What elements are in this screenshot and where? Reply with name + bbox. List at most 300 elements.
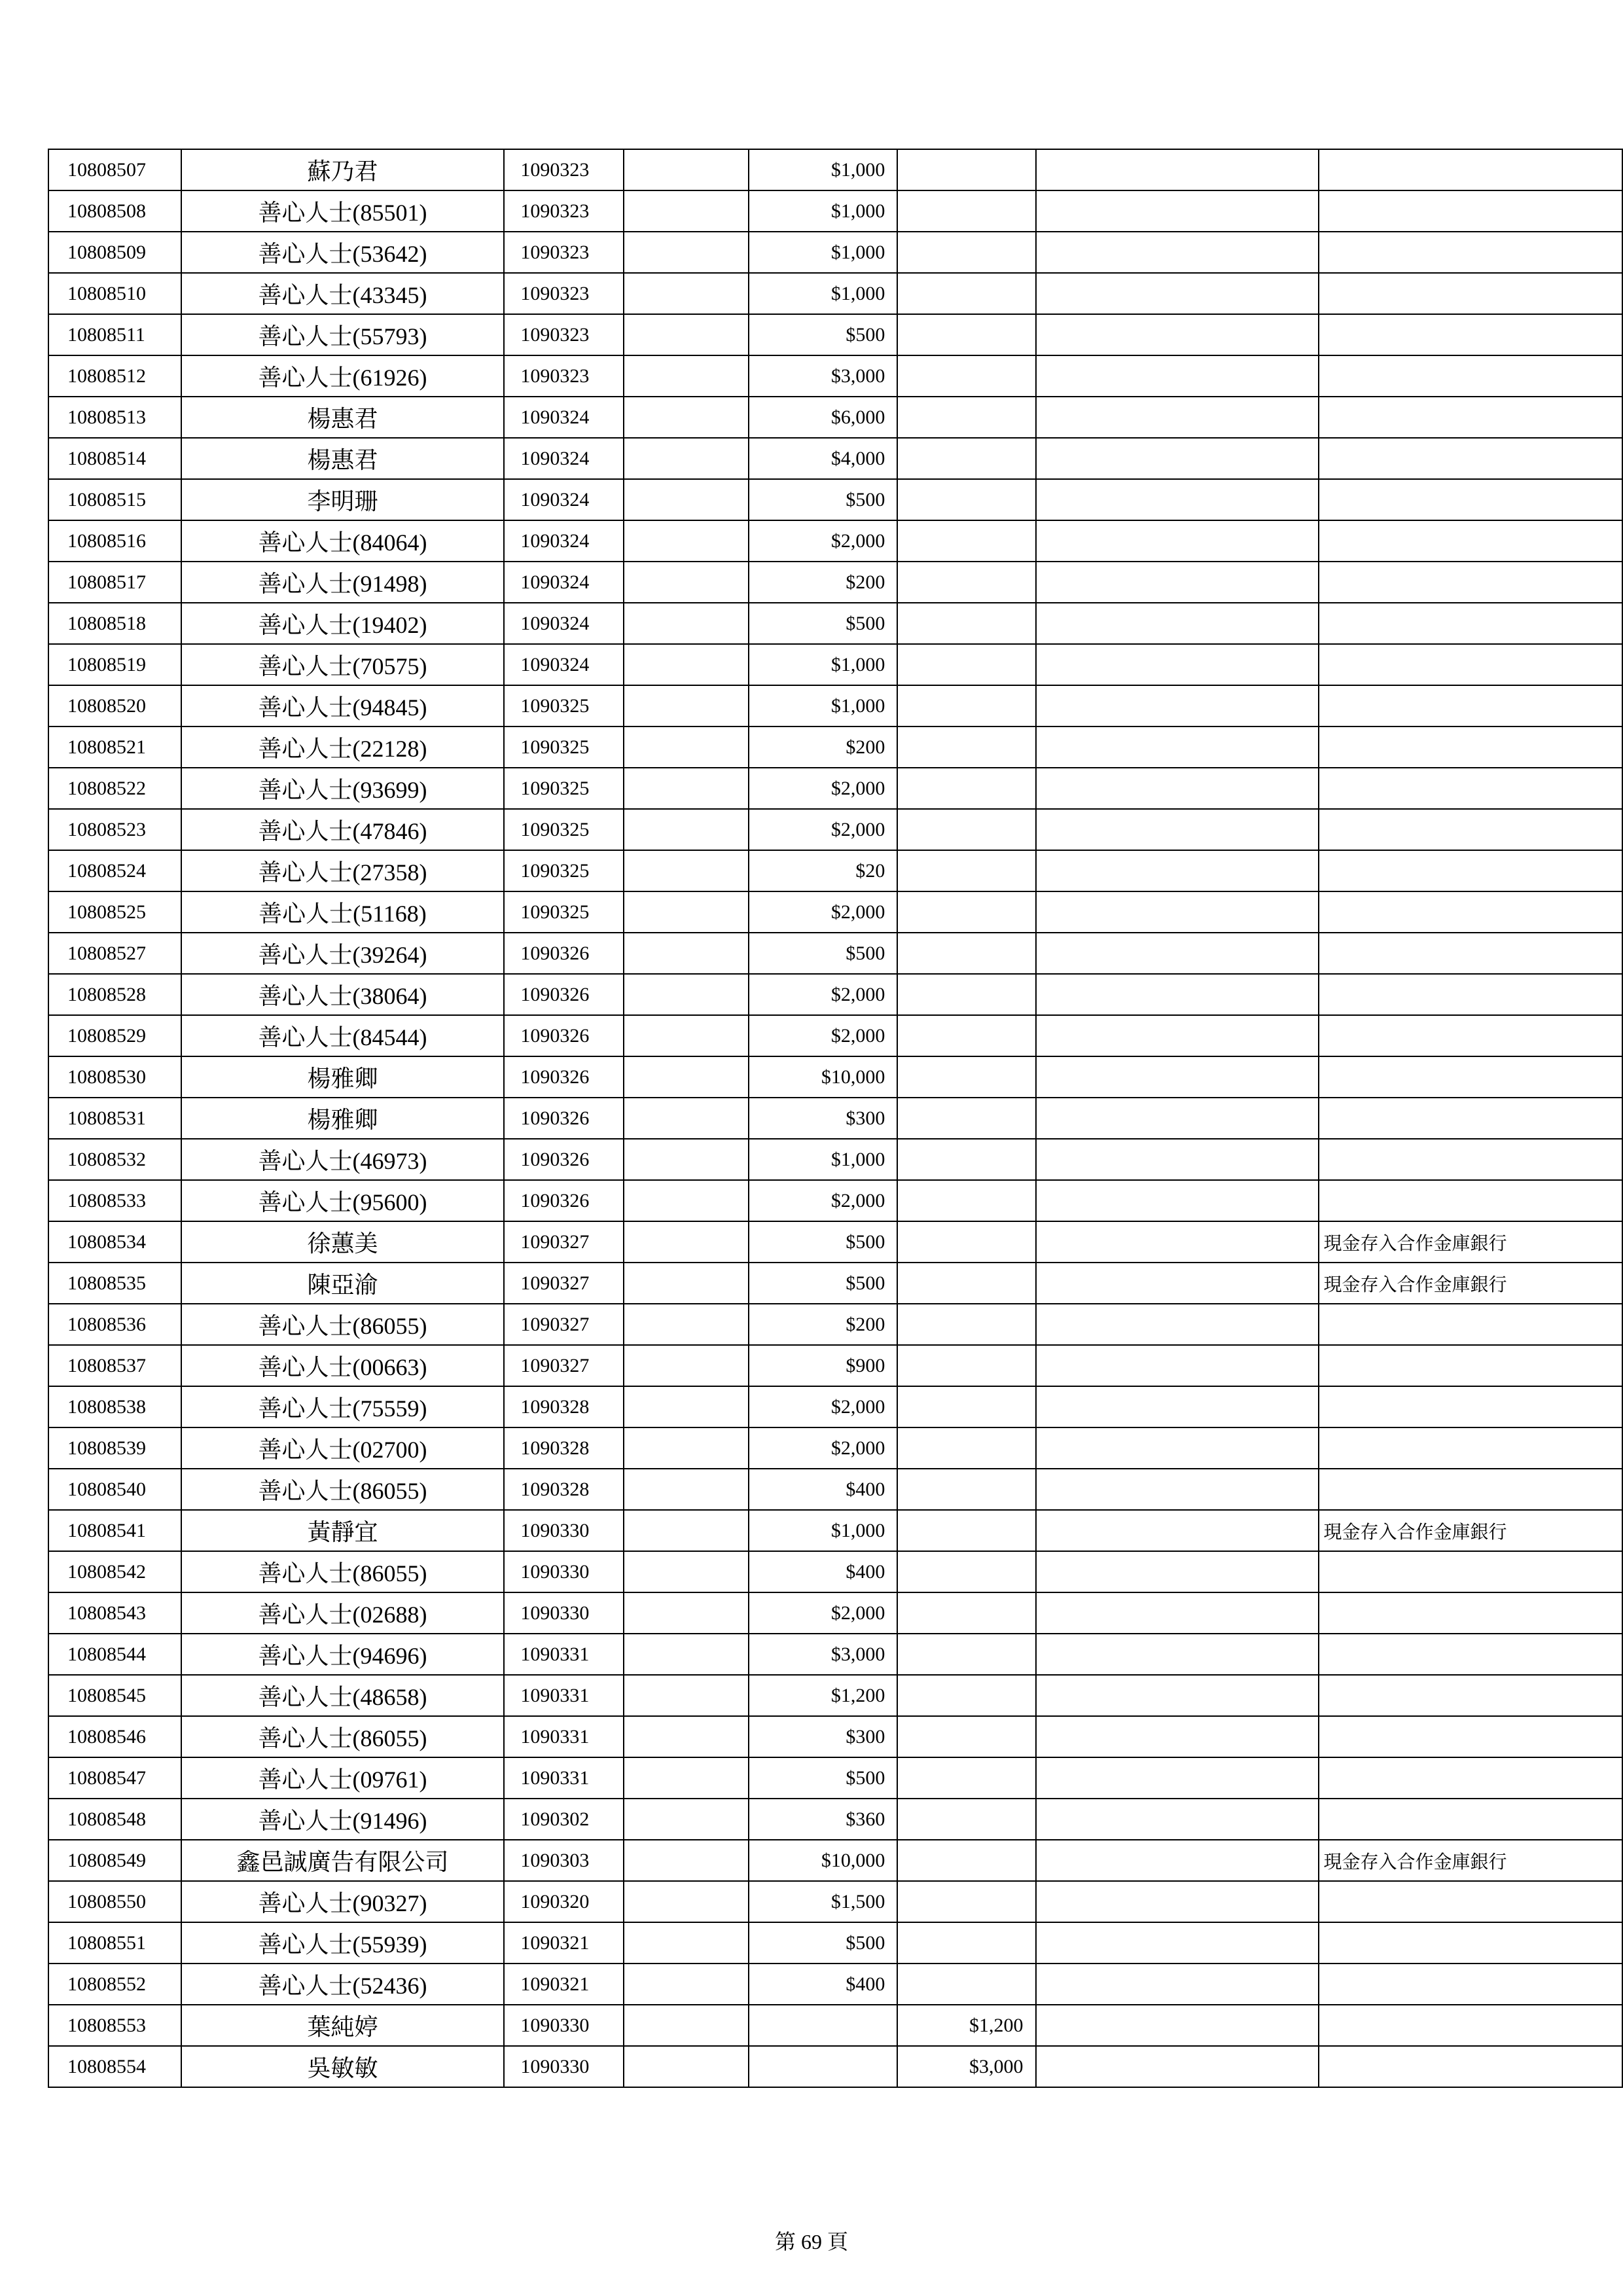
donation-date-cell: 1090325	[504, 850, 624, 891]
donor-name-cell: 善心人士(86055)	[181, 1304, 505, 1345]
receipt-number-cell: 10808529	[48, 1015, 181, 1056]
empty-cell	[1036, 1221, 1319, 1263]
material-amount-cell	[897, 149, 1035, 190]
amount-cell: $500	[749, 933, 897, 974]
amount-cell: $4,000	[749, 438, 897, 479]
table-row	[48, 1799, 1622, 1840]
table-row	[48, 1386, 1622, 1427]
empty-cell	[1036, 355, 1319, 397]
donation-date-cell: 1090327	[504, 1304, 624, 1345]
amount-cell: $1,000	[749, 149, 897, 190]
receipt-number-cell: 10808549	[48, 1840, 181, 1881]
donation-date-cell: 1090327	[504, 1345, 624, 1386]
receipt-number-cell: 10808509	[48, 232, 181, 273]
amount-cell: $10,000	[749, 1840, 897, 1881]
donation-date-cell: 1090330	[504, 1592, 624, 1634]
empty-cell	[624, 1015, 749, 1056]
remark-cell	[1319, 2005, 1622, 2046]
amount-cell: $3,000	[749, 355, 897, 397]
empty-cell	[624, 850, 749, 891]
amount-cell: $360	[749, 1799, 897, 1840]
empty-cell	[624, 1304, 749, 1345]
table-row	[48, 1592, 1622, 1634]
table-row	[48, 1098, 1622, 1139]
remark-cell	[1319, 603, 1622, 644]
remark-cell	[1319, 1386, 1622, 1427]
empty-cell	[1036, 603, 1319, 644]
amount-cell: $500	[749, 1263, 897, 1304]
empty-cell	[624, 726, 749, 768]
amount-cell: $500	[749, 1922, 897, 1964]
empty-cell	[624, 1716, 749, 1757]
donation-table	[48, 149, 1623, 2088]
empty-cell	[624, 438, 749, 479]
material-amount-cell	[897, 1922, 1035, 1964]
remark-cell	[1319, 1304, 1622, 1345]
donation-date-cell: 1090331	[504, 1675, 624, 1716]
receipt-number-cell: 10808546	[48, 1716, 181, 1757]
empty-cell	[1036, 974, 1319, 1015]
donor-name-cell: 善心人士(94696)	[181, 1634, 505, 1675]
empty-cell	[1036, 850, 1319, 891]
amount-cell: $1,200	[749, 1675, 897, 1716]
amount-cell: $2,000	[749, 974, 897, 1015]
donation-date-cell: 1090327	[504, 1263, 624, 1304]
receipt-number-cell: 10808548	[48, 1799, 181, 1840]
donation-date-cell: 1090326	[504, 1015, 624, 1056]
table-row	[48, 355, 1622, 397]
empty-cell	[1036, 232, 1319, 273]
donation-date-cell: 1090330	[504, 1551, 624, 1592]
donor-name-cell: 李明珊	[181, 479, 505, 520]
donation-date-cell: 1090326	[504, 1180, 624, 1221]
remark-cell	[1319, 1345, 1622, 1386]
empty-cell	[1036, 1015, 1319, 1056]
remark-cell	[1319, 1592, 1622, 1634]
receipt-number-cell: 10808537	[48, 1345, 181, 1386]
empty-cell	[1036, 479, 1319, 520]
empty-cell	[1036, 1345, 1319, 1386]
empty-cell	[624, 273, 749, 314]
remark-cell	[1319, 1427, 1622, 1469]
remark-cell	[1319, 1469, 1622, 1510]
donor-name-cell: 善心人士(75559)	[181, 1386, 505, 1427]
donation-date-cell: 1090328	[504, 1386, 624, 1427]
material-amount-cell	[897, 1592, 1035, 1634]
remark-cell	[1319, 974, 1622, 1015]
empty-cell	[1036, 726, 1319, 768]
material-amount-cell	[897, 768, 1035, 809]
table-row	[48, 232, 1622, 273]
amount-cell: $400	[749, 1551, 897, 1592]
material-amount-cell	[897, 1799, 1035, 1840]
empty-cell	[624, 1510, 749, 1551]
receipt-number-cell: 10808533	[48, 1180, 181, 1221]
empty-cell	[1036, 933, 1319, 974]
receipt-number-cell: 10808553	[48, 2005, 181, 2046]
material-amount-cell	[897, 355, 1035, 397]
empty-cell	[1036, 891, 1319, 933]
material-amount-cell	[897, 1964, 1035, 2005]
material-amount-cell	[897, 314, 1035, 355]
donor-name-cell: 善心人士(86055)	[181, 1716, 505, 1757]
empty-cell	[624, 603, 749, 644]
receipt-number-cell: 10808545	[48, 1675, 181, 1716]
donor-name-cell: 善心人士(46973)	[181, 1139, 505, 1180]
empty-cell	[1036, 1180, 1319, 1221]
empty-cell	[624, 520, 749, 562]
empty-cell	[1036, 685, 1319, 726]
donor-name-cell: 楊雅卿	[181, 1098, 505, 1139]
remark-cell	[1319, 1757, 1622, 1799]
amount-cell: $1,000	[749, 1510, 897, 1551]
material-amount-cell	[897, 809, 1035, 850]
table-row	[48, 685, 1622, 726]
material-amount-cell	[897, 685, 1035, 726]
empty-cell	[1036, 1922, 1319, 1964]
donor-name-cell: 善心人士(52436)	[181, 1964, 505, 2005]
remark-cell	[1319, 768, 1622, 809]
empty-cell	[1036, 1304, 1319, 1345]
empty-cell	[1036, 1056, 1319, 1098]
amount-cell: $500	[749, 1757, 897, 1799]
remark-cell	[1319, 355, 1622, 397]
donor-name-cell: 善心人士(86055)	[181, 1469, 505, 1510]
table-row	[48, 974, 1622, 1015]
donor-name-cell: 吳敏敏	[181, 2046, 505, 2087]
receipt-number-cell: 10808550	[48, 1881, 181, 1922]
material-amount-cell	[897, 1757, 1035, 1799]
donation-date-cell: 1090324	[504, 644, 624, 685]
empty-cell	[1036, 1634, 1319, 1675]
donor-name-cell: 善心人士(84064)	[181, 520, 505, 562]
donor-name-cell: 楊惠君	[181, 438, 505, 479]
donor-name-cell: 善心人士(51168)	[181, 891, 505, 933]
amount-cell: $2,000	[749, 1180, 897, 1221]
empty-cell	[624, 1221, 749, 1263]
remark-cell	[1319, 1881, 1622, 1922]
receipt-number-cell: 10808524	[48, 850, 181, 891]
table-row	[48, 479, 1622, 520]
material-amount-cell	[897, 974, 1035, 1015]
material-amount-cell	[897, 891, 1035, 933]
empty-cell	[624, 933, 749, 974]
donation-date-cell: 1090324	[504, 562, 624, 603]
donor-name-cell: 黃靜宜	[181, 1510, 505, 1551]
remark-cell: 現金存入合作金庫銀行	[1319, 1510, 1622, 1551]
donation-date-cell: 1090323	[504, 149, 624, 190]
donor-name-cell: 善心人士(22128)	[181, 726, 505, 768]
remark-cell	[1319, 850, 1622, 891]
donor-name-cell: 善心人士(70575)	[181, 644, 505, 685]
donor-name-cell: 善心人士(27358)	[181, 850, 505, 891]
empty-cell	[624, 314, 749, 355]
remark-cell: 現金存入合作金庫銀行	[1319, 1840, 1622, 1881]
empty-cell	[1036, 1757, 1319, 1799]
remark-cell	[1319, 1180, 1622, 1221]
empty-cell	[1036, 1840, 1319, 1881]
empty-cell	[624, 1840, 749, 1881]
remark-cell	[1319, 273, 1622, 314]
receipt-number-cell: 10808534	[48, 1221, 181, 1263]
donor-name-cell: 葉純婷	[181, 2005, 505, 2046]
receipt-number-cell: 10808512	[48, 355, 181, 397]
receipt-number-cell: 10808517	[48, 562, 181, 603]
material-amount-cell	[897, 644, 1035, 685]
empty-cell	[1036, 1263, 1319, 1304]
table-row	[48, 1510, 1622, 1551]
empty-cell	[624, 1964, 749, 2005]
remark-cell	[1319, 1056, 1622, 1098]
empty-cell	[1036, 1469, 1319, 1510]
receipt-number-cell: 10808521	[48, 726, 181, 768]
table-row	[48, 644, 1622, 685]
donation-date-cell: 1090328	[504, 1469, 624, 1510]
table-row	[48, 1263, 1622, 1304]
donor-name-cell: 善心人士(48658)	[181, 1675, 505, 1716]
material-amount-cell	[897, 190, 1035, 232]
amount-cell: $400	[749, 1964, 897, 2005]
amount-cell: $2,000	[749, 809, 897, 850]
receipt-number-cell: 10808523	[48, 809, 181, 850]
empty-cell	[1036, 190, 1319, 232]
material-amount-cell	[897, 438, 1035, 479]
table-row	[48, 1716, 1622, 1757]
material-amount-cell	[897, 726, 1035, 768]
table-row	[48, 1015, 1622, 1056]
empty-cell	[624, 1345, 749, 1386]
donor-name-cell: 善心人士(53642)	[181, 232, 505, 273]
donation-date-cell: 1090302	[504, 1799, 624, 1840]
remark-cell	[1319, 438, 1622, 479]
empty-cell	[624, 891, 749, 933]
receipt-number-cell: 10808532	[48, 1139, 181, 1180]
empty-cell	[624, 1592, 749, 1634]
receipt-number-cell: 10808543	[48, 1592, 181, 1634]
amount-cell: $3,000	[749, 1634, 897, 1675]
donor-name-cell: 善心人士(61926)	[181, 355, 505, 397]
table-row	[48, 2005, 1622, 2046]
remark-cell	[1319, 726, 1622, 768]
donation-date-cell: 1090324	[504, 438, 624, 479]
material-amount-cell	[897, 1180, 1035, 1221]
remark-cell	[1319, 314, 1622, 355]
table-row	[48, 603, 1622, 644]
donation-date-cell: 1090330	[504, 1510, 624, 1551]
table-row	[48, 1304, 1622, 1345]
amount-cell	[749, 2046, 897, 2087]
donation-date-cell: 1090326	[504, 1098, 624, 1139]
remark-cell: 現金存入合作金庫銀行	[1319, 1263, 1622, 1304]
material-amount-cell	[897, 273, 1035, 314]
receipt-number-cell: 10808520	[48, 685, 181, 726]
empty-cell	[624, 397, 749, 438]
table-row	[48, 1056, 1622, 1098]
remark-cell	[1319, 190, 1622, 232]
empty-cell	[624, 1098, 749, 1139]
material-amount-cell	[897, 1634, 1035, 1675]
empty-cell	[624, 1056, 749, 1098]
donation-date-cell: 1090327	[504, 1221, 624, 1263]
receipt-number-cell: 10808530	[48, 1056, 181, 1098]
donor-name-cell: 善心人士(02700)	[181, 1427, 505, 1469]
table-row	[48, 1757, 1622, 1799]
empty-cell	[1036, 1139, 1319, 1180]
amount-cell: $2,000	[749, 768, 897, 809]
amount-cell: $2,000	[749, 1015, 897, 1056]
donor-name-cell: 善心人士(55793)	[181, 314, 505, 355]
material-amount-cell	[897, 1716, 1035, 1757]
empty-cell	[1036, 149, 1319, 190]
empty-cell	[1036, 520, 1319, 562]
remark-cell	[1319, 397, 1622, 438]
donor-name-cell: 蘇乃君	[181, 149, 505, 190]
empty-cell	[624, 1922, 749, 1964]
donation-date-cell: 1090324	[504, 520, 624, 562]
remark-cell	[1319, 933, 1622, 974]
remark-cell	[1319, 1675, 1622, 1716]
table-row	[48, 768, 1622, 809]
donation-date-cell: 1090330	[504, 2005, 624, 2046]
donation-date-cell: 1090325	[504, 726, 624, 768]
table-row	[48, 933, 1622, 974]
empty-cell	[1036, 2046, 1319, 2087]
table-row	[48, 1469, 1622, 1510]
empty-cell	[624, 149, 749, 190]
receipt-number-cell: 10808525	[48, 891, 181, 933]
receipt-number-cell: 10808508	[48, 190, 181, 232]
donation-date-cell: 1090325	[504, 891, 624, 933]
table-row	[48, 520, 1622, 562]
remark-cell	[1319, 809, 1622, 850]
receipt-number-cell: 10808552	[48, 1964, 181, 2005]
empty-cell	[1036, 1551, 1319, 1592]
material-amount-cell	[897, 1675, 1035, 1716]
amount-cell: $2,000	[749, 1592, 897, 1634]
amount-cell: $500	[749, 603, 897, 644]
remark-cell	[1319, 1015, 1622, 1056]
donation-date-cell: 1090323	[504, 314, 624, 355]
donor-name-cell: 善心人士(38064)	[181, 974, 505, 1015]
table-row	[48, 190, 1622, 232]
table-row	[48, 314, 1622, 355]
material-amount-cell	[897, 1345, 1035, 1386]
amount-cell	[749, 2005, 897, 2046]
amount-cell: $500	[749, 1221, 897, 1263]
empty-cell	[1036, 768, 1319, 809]
receipt-number-cell: 10808518	[48, 603, 181, 644]
remark-cell	[1319, 1716, 1622, 1757]
remark-cell	[1319, 149, 1622, 190]
remark-cell	[1319, 1799, 1622, 1840]
table-row	[48, 562, 1622, 603]
material-amount-cell	[897, 397, 1035, 438]
receipt-number-cell: 10808536	[48, 1304, 181, 1345]
donation-date-cell: 1090323	[504, 232, 624, 273]
material-amount-cell	[897, 1139, 1035, 1180]
donation-date-cell: 1090323	[504, 355, 624, 397]
empty-cell	[1036, 809, 1319, 850]
material-amount-cell	[897, 603, 1035, 644]
amount-cell: $200	[749, 562, 897, 603]
table-row	[48, 809, 1622, 850]
material-amount-cell	[897, 1881, 1035, 1922]
empty-cell	[1036, 1716, 1319, 1757]
donor-name-cell: 善心人士(19402)	[181, 603, 505, 644]
receipt-number-cell: 10808516	[48, 520, 181, 562]
receipt-number-cell: 10808510	[48, 273, 181, 314]
empty-cell	[1036, 644, 1319, 685]
material-amount-cell	[897, 1427, 1035, 1469]
receipt-number-cell: 10808515	[48, 479, 181, 520]
empty-cell	[624, 1881, 749, 1922]
donation-date-cell: 1090321	[504, 1922, 624, 1964]
material-amount-cell	[897, 1263, 1035, 1304]
table-row	[48, 1139, 1622, 1180]
donor-name-cell: 善心人士(43345)	[181, 273, 505, 314]
empty-cell	[624, 1180, 749, 1221]
material-amount-cell	[897, 1551, 1035, 1592]
receipt-number-cell: 10808540	[48, 1469, 181, 1510]
donor-name-cell: 善心人士(02688)	[181, 1592, 505, 1634]
empty-cell	[1036, 562, 1319, 603]
amount-cell: $2,000	[749, 1427, 897, 1469]
donor-name-cell: 楊惠君	[181, 397, 505, 438]
donation-date-cell: 1090331	[504, 1757, 624, 1799]
table-row	[48, 891, 1622, 933]
empty-cell	[624, 809, 749, 850]
receipt-number-cell: 10808519	[48, 644, 181, 685]
amount-cell: $1,000	[749, 273, 897, 314]
donation-date-cell: 1090331	[504, 1716, 624, 1757]
receipt-number-cell: 10808544	[48, 1634, 181, 1675]
amount-cell: $1,000	[749, 190, 897, 232]
donor-name-cell: 善心人士(47846)	[181, 809, 505, 850]
empty-cell	[1036, 1427, 1319, 1469]
table-row	[48, 1634, 1622, 1675]
donation-date-cell: 1090326	[504, 974, 624, 1015]
amount-cell: $200	[749, 1304, 897, 1345]
material-amount-cell	[897, 850, 1035, 891]
table-row	[48, 1345, 1622, 1386]
remark-cell	[1319, 232, 1622, 273]
material-amount-cell	[897, 1056, 1035, 1098]
empty-cell	[624, 644, 749, 685]
table-row	[48, 1551, 1622, 1592]
amount-cell: $400	[749, 1469, 897, 1510]
remark-cell	[1319, 562, 1622, 603]
donation-date-cell: 1090303	[504, 1840, 624, 1881]
remark-cell	[1319, 479, 1622, 520]
empty-cell	[624, 685, 749, 726]
amount-cell: $6,000	[749, 397, 897, 438]
amount-cell: $2,000	[749, 1386, 897, 1427]
donation-table-body	[48, 149, 1622, 2087]
amount-cell: $900	[749, 1345, 897, 1386]
empty-cell	[1036, 397, 1319, 438]
receipt-number-cell: 10808513	[48, 397, 181, 438]
empty-cell	[624, 355, 749, 397]
donation-date-cell: 1090328	[504, 1427, 624, 1469]
empty-cell	[1036, 314, 1319, 355]
donation-date-cell: 1090324	[504, 479, 624, 520]
remark-cell	[1319, 1551, 1622, 1592]
table-row	[48, 1964, 1622, 2005]
empty-cell	[624, 1469, 749, 1510]
amount-cell: $1,000	[749, 685, 897, 726]
donation-date-cell: 1090326	[504, 1139, 624, 1180]
empty-cell	[624, 1757, 749, 1799]
